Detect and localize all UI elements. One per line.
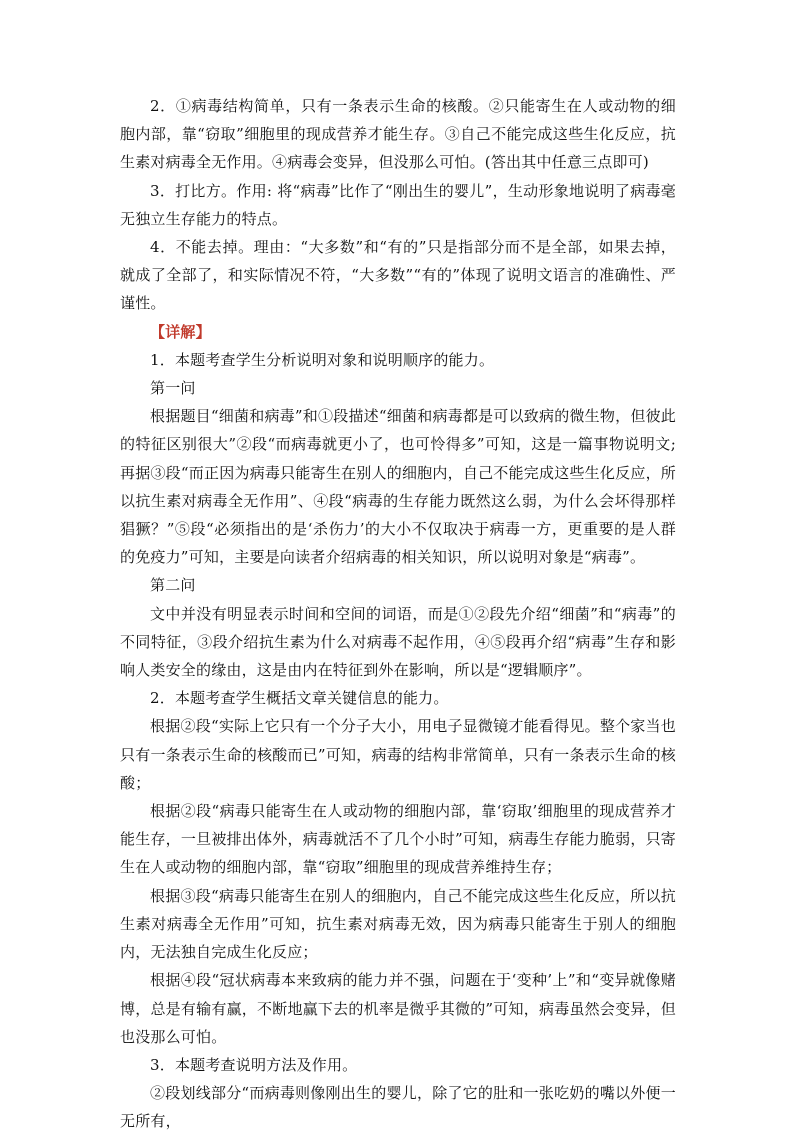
explain-q2-point4: 根据④段“冠状病毒本来致病的能力并不强，问题在于‘变种’上”和“变异就像赌博，总是有输有赢，不断地赢下去的机率是微乎其微的”可知，病毒虽然会变异，但也没那么可怕。 xyxy=(120,971,676,1046)
explain-q1-title: 1．本题考查学生分析说明对象和说明顺序的能力。 xyxy=(150,350,495,369)
explain-q1-part2-body: 文中并没有明显表示时间和空间的词语，而是①②段先介绍“细菌”和“病毒”的不同特征，③段介绍抗生素为什么对病毒不起作用，④⑤段再介绍“病毒”生存和影响人类安全的缘由，这是由内在特征到外在影响，所以是“逻辑顺序”。 xyxy=(120,604,676,680)
explain-q1-part2-label: 第二问 xyxy=(150,576,196,595)
explain-q3-title: 3．本题考查说明方法及作用。 xyxy=(150,1055,358,1074)
explain-q3-body: ②段划线部分“而病毒则像刚出生的婴儿，除了它的肚和一张吃奶的嘴以外便一无所有， xyxy=(120,1084,676,1131)
explain-q2-title: 2．本题考查学生概括文章关键信息的能力。 xyxy=(150,689,449,708)
explain-q2-point2: 根据②段“病毒只能寄生在人或动物的细胞内部，靠‘窃取’细胞里的现成营养才能生存，一旦被排出体外，病毒就活不了几个小时”可知，病毒生存能力脆弱，只寄生在人或动物的细胞内部，靠“窃取”细胞里的现成营养维持生存； xyxy=(120,802,676,877)
explain-q1-part1-body: 根据题目“细菌和病毒”和①段描述“细菌和病毒都是可以致病的微生物，但彼此的特征区别很大”②段“而病毒就更小了，也可怜得多”可知，这是一篇事物说明文; 再据③段“而正因为病毒只能寄生在别人的细胞内，自己不能完成这些生化反应，所以抗生素对病毒全无作用”、④段“病毒的生存能力既然这么弱，为什么会坏得那样猖獗？”⑤段“必须指出的是‘杀伤力’的大小不仅取决于病毒一方，更重要的是人群的免疫力”可知，主要是向读者介绍病毒的相关知识，所以说明对象是“病毒”。 xyxy=(120,407,676,567)
detail-heading xyxy=(120,318,676,346)
answer-2: 2．①病毒结构简单，只有一条表示生命的核酸。②只能寄生在人或动物的细胞内部，靠“窃取”细胞里的现成营养才能生存。③自己不能完成这些生化反应，抗生素对病毒全无作用。④病毒会变异，但没那么可怕。(答出其中任意三点即可) xyxy=(120,97,676,172)
answer-3: 3．打比方。作用: 将“病毒”比作了“刚出生的婴儿”，生动形象地说明了病毒毫无独立生存能力的特点。 xyxy=(120,181,676,228)
explain-q2-point1: 根据②段“实际上它只有一个分子大小，用电子显微镜才能看得见。整个家当也只有一条表示生命的核酸而已”可知，病毒的结构非常简单，只有一条表示生命的核酸； xyxy=(120,717,676,792)
explain-q2-point3: 根据③段“病毒只能寄生在别人的细胞内，自己不能完成这些生化反应，所以抗生素对病毒全无作用”可知，抗生素对病毒无效，因为病毒只能寄生于别人的细胞内，无法独自完成生化反应； xyxy=(120,886,676,962)
answer-explanation-page xyxy=(120,92,676,1136)
explain-q1-part1-label: 第一问 xyxy=(150,379,196,398)
answer-4: 4．不能去掉。理由：“大多数”和“有的”只是指部分而不是全部，如果去掉，就成了全部了，和实际情况不符，“大多数”“有的”体现了说明文语言的准确性、严谨性。 xyxy=(120,238,676,313)
detail-tag: 【详解】 xyxy=(150,322,211,341)
